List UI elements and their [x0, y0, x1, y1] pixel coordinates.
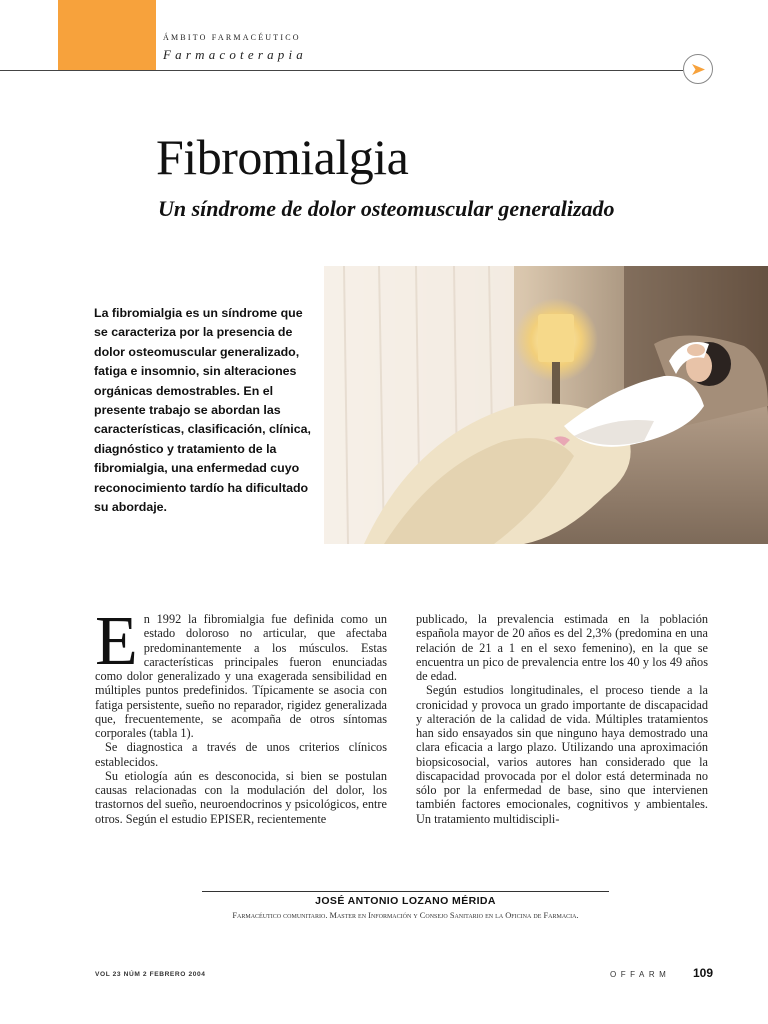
author-affiliation: Farmacéutico comunitario. Master en Información y Consejo Sanitario en la Oficina de Farmacia.	[232, 911, 579, 920]
section-name: Farmacoterapia	[163, 47, 308, 62]
article-title: Fibromialgia	[156, 129, 409, 185]
body-paragraph: Su etiología aún es desconocida, si bien se postulan causas relacionadas con la modulación del dolor, los trastornos del sueño, neuroendocrinos y psicológicos, entre otros. Según el estudio EPISER, recientemente	[95, 768, 387, 826]
body-paragraph: Según estudios longitudinales, el proceso tiende a la cronicidad y provoca un grado importante de discapacidad y alteración de la calidad de vida. Múltiples tratamientos han sido ensayados sin que ninguno haya demostrado una clara eficacia a largo plazo. Utilizando una aproximación biopsicosocial, varios autores han considerado que la discapacidad provocada por el dolor está determinada no sólo por la enfermedad de base, sino que intervienen también factores emocionales, cognitivos y ambientales. Un tratamiento multidiscipli-	[416, 683, 708, 826]
orange-header-block	[58, 0, 156, 70]
arrow-right-icon	[690, 61, 707, 78]
body-column-2	[416, 612, 708, 826]
body-paragraph: Se diagnostica a través de unos criterios clínicos establecidos.	[95, 740, 387, 769]
body-paragraph	[95, 603, 387, 740]
woman-on-sofa-photo	[324, 266, 768, 544]
body-paragraph: publicado, la prevalencia estimada en la población española mayor de 20 años es del 2,3% (predomina en una relación de 21 a 1 en el sexo femenino), en la que se encuentra un pico de prevalencia entre los 40 y los 49 años de edad.	[416, 612, 708, 683]
magazine-name: OFFARM	[610, 970, 671, 979]
page-number: 109	[693, 966, 714, 980]
journal-name: ÁMBITO FARMACÉUTICO	[163, 33, 301, 42]
article-abstract: La fibromialgia es un síndrome que se caracteriza por la presencia de dolor osteomuscular generalizado, fatiga e insomnio, sin alteraciones orgánicas demostrables. En el presente trabajo se abordan las características, clasificación, clínica, diagnóstico y tratamiento de la fibromialgia, una enfermedad cuyo reconocimiento tardío ha dificultado su abordaje.	[94, 306, 311, 515]
issue-info: VOL 23 NÚM 2 FEBRERO 2004	[95, 971, 206, 978]
header-rule	[0, 70, 683, 71]
author-name: JOSÉ ANTONIO LOZANO MÉRIDA	[315, 895, 496, 907]
author-rule	[202, 891, 609, 892]
article-subtitle: Un síndrome de dolor osteomuscular generalizado	[158, 196, 615, 221]
paragraph-text: n 1992 la fibromialgia fue definida como un estado doloroso no articular, que afectaba predominantemente a los músculos. Estas características principales fueron enunciadas como dolor generalizado y una exagerada sensibilidad en múltiples puntos predefinidos. Típicamente se asocia con fatiga persistente, sueño no reparador, rigidez generalizada que, frecuentemente, se acompaña de otros síntomas corporales (tabla 1).	[95, 612, 387, 740]
body-column-1	[95, 603, 387, 826]
drop-cap: E	[95, 603, 138, 680]
next-arrow-button[interactable]	[683, 54, 713, 84]
